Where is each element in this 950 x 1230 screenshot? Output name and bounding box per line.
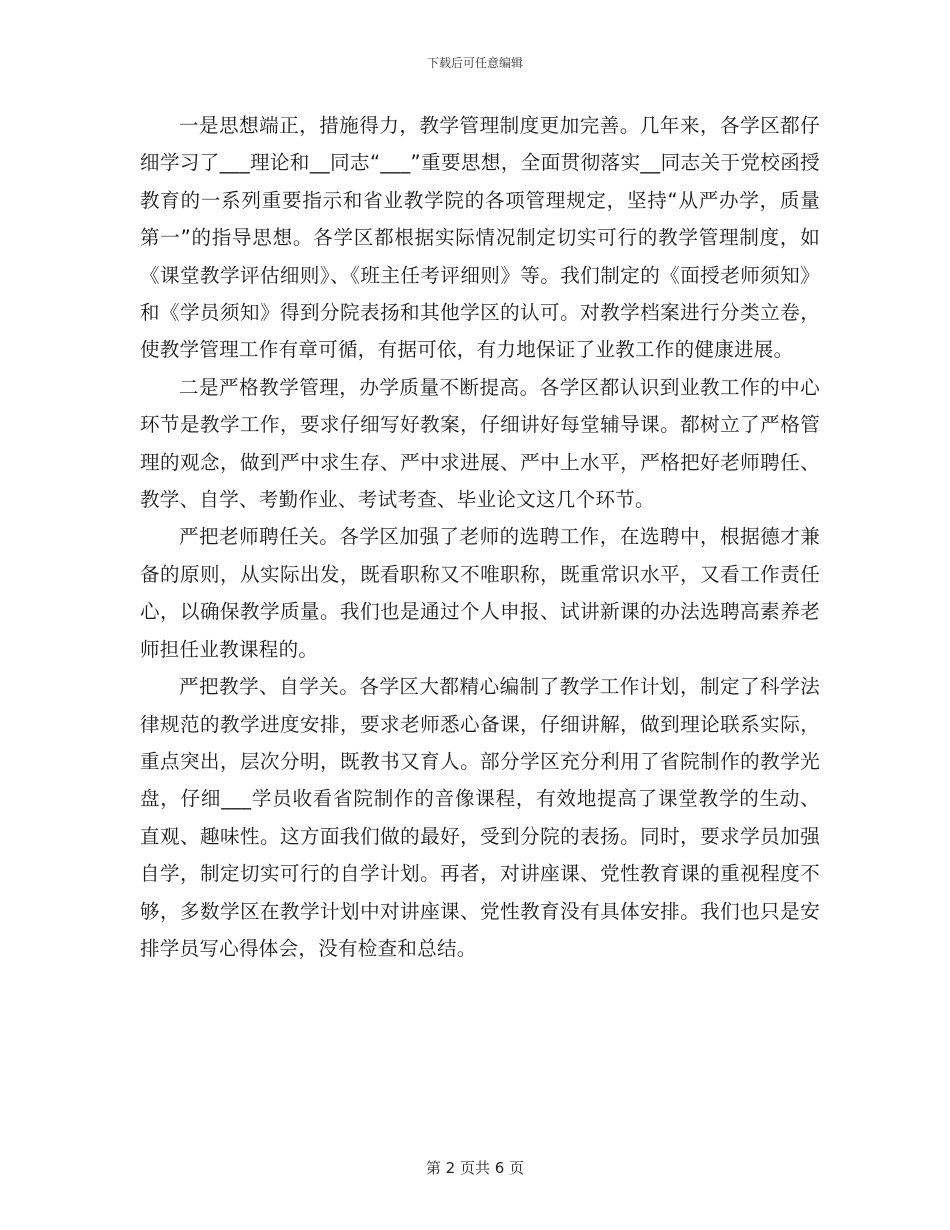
- paragraph-teacher-hiring: 严把老师聘任关。各学区加强了老师的选聘工作，在选聘中，根据德才兼备的原则，从实际出发，既看职称又不唯职称，既重常识水平，又看工作责任心，以确保教学质量。我们也是通过个人申报、试讲新课的办法选聘高素养老师担任业教课程的。: [140, 525, 820, 661]
- paragraph-teaching-self-study: 严把教学、自学关。各学区大都精心编制了教学工作计划，制定了科学法律规范的教学进度安排，要求老师悉心备课，仔细讲解，做到理论联系实际，重点突出，层次分明，既教书又育人。部分学区充分利用了省院制作的教学光盘，仔细___学员收看省院制作的音像课程，有效地提高了课堂教学的生动、直观、趣味性。这方面我们做的最好，受到分院的表扬。同时，要求学员加强自学，制定切实可行的自学计划。再者，对讲座课、党性教育课的重视程度不够，多数学区在教学计划中对讲座课、党性教育没有具体安排。我们也只是安排学员写心得体会，没有检查和总结。: [140, 675, 820, 960]
- document-body: [140, 107, 820, 967]
- paragraph-thought-and-measures: 一是思想端正，措施得力，教学管理制度更加完善。几年来，各学区都仔细学习了___理论和__同志“___”重要思想，全面贯彻落实__同志关于党校函授教育的一系列重要指示和省业教学院的各项管理规定，坚持“从严办学，质量第一”的指导思想。各学区都根据实际情况制定切实可行的教学管理制度，如《课堂教学评估细则》、《班主任考评细则》等。我们制定的《面授老师须知》和《学员须知》得到分院表扬和其他学区的认可。对教学档案进行分类立卷，使教学管理工作有章可循，有据可依，有力地保证了业教工作的健康进展。: [140, 114, 820, 362]
- page-number-footer: 第 2 页共 6 页: [425, 1159, 525, 1177]
- paragraph-strict-management: 二是严格教学管理，办学质量不断提高。各学区都认识到业教工作的中心环节是教学工作，要求仔细写好教案，仔细讲好每堂辅导课。都树立了严格管理的观念，做到严中求生存、严中求进展、严中上水平，严格把好老师聘任、教学、自学、考勤作业、考试考查、毕业论文这几个环节。: [140, 375, 820, 512]
- page-header-note: 下载后可任意编辑: [426, 56, 523, 70]
